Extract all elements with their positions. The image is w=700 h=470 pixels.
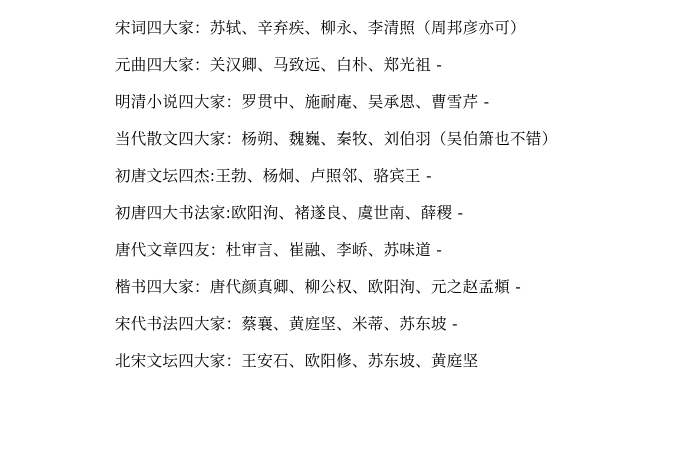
paragraph-kaishu-four-masters: 楷书四大家：唐代颜真卿、柳公权、欧阳洵、元之赵孟頫 - bbox=[115, 278, 522, 296]
paragraph-early-tang-four-talents: 初唐文坛四杰:王勃、杨炯、卢照邻、骆宾王 - bbox=[115, 167, 432, 185]
paragraph-tang-four-friends: 唐代文章四友：杜审言、崔融、李峤、苏味道 - bbox=[115, 241, 443, 259]
paragraph-early-tang-calligraphers: 初唐四大书法家:欧阳洵、褚遂良、虞世南、薛稷 - bbox=[115, 204, 464, 222]
paragraph-northern-song-literati: 北宋文坛四大家：王安石、欧阳修、苏东坡、黄庭坚 bbox=[115, 352, 479, 370]
paragraph-song-ci: 宋词四大家：苏轼、辛弃疾、柳永、李清照（周邦彦亦可） bbox=[115, 19, 526, 37]
paragraph-ming-qing-novel: 明清小说四大家：罗贯中、施耐庵、吴承恩、曹雪芹 - bbox=[115, 93, 490, 111]
paragraph-yuan-qu: 元曲四大家：关汉卿、马致远、白朴、郑光祖 - bbox=[115, 56, 443, 74]
paragraph-song-calligraphers: 宋代书法四大家：蔡襄、黄庭坚、米蒂、苏东坡 - bbox=[115, 315, 458, 333]
paragraph-modern-prose: 当代散文四大家：杨朔、魏巍、秦牧、刘伯羽（吴伯箫也不错） bbox=[115, 130, 558, 148]
